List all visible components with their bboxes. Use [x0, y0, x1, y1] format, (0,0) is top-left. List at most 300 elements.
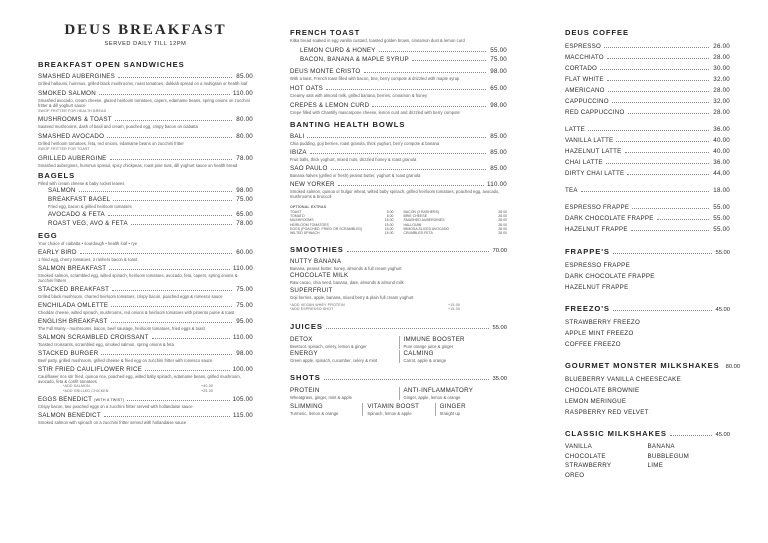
extra-price: 28.00 — [498, 209, 507, 214]
item-price: 98.00 — [490, 102, 507, 110]
menu-item-row — [38, 248, 253, 257]
item-price: 110.00 — [233, 334, 253, 342]
section-egg — [38, 231, 253, 425]
item-price: 85.00 — [490, 165, 507, 173]
section-heading: FRAPPE'S — [565, 247, 610, 256]
drink-description: Beetroot, spinach, celery, lemon & ginger — [290, 343, 367, 349]
item-price: 85.00 — [236, 73, 253, 81]
coffee-row — [565, 124, 730, 135]
dot-leader — [112, 285, 232, 291]
item-description: Smashed aubergines, hummus spread, spicy chickpeas, roast pine nuts, dill yoghurt sauce on health bread — [38, 162, 238, 168]
coffee-name: HAZELNUT LATTE — [565, 148, 622, 155]
item-price: 75.00 — [236, 302, 253, 310]
coffee-price: 36.00 — [713, 126, 730, 133]
drink-item — [290, 350, 399, 363]
item-note: SWOP FRITTER FOR TOAST — [38, 146, 90, 151]
extra-name: WILTED SPINACH — [290, 231, 320, 235]
coffee-name: CHAI LATTE — [565, 159, 603, 166]
menu-item — [48, 186, 253, 195]
item-price: 75.00 — [236, 196, 253, 204]
item-price: 55.00 — [490, 47, 507, 54]
item-price: 110.00 — [233, 265, 253, 273]
coffee-row — [565, 52, 730, 63]
dot-leader — [307, 132, 486, 138]
item-name: ENCHILADA OMLETTE — [38, 302, 109, 310]
open-sandwich-list — [38, 72, 253, 167]
dot-leader — [607, 53, 709, 59]
drink-item — [290, 403, 362, 416]
menu-item-row — [38, 411, 253, 420]
item-name: GRILLED AUBERGINE — [38, 154, 107, 162]
menu-item — [290, 132, 507, 146]
extra-name: MIMOSA SLICED AVOCADO — [403, 226, 450, 231]
dot-leader — [331, 164, 486, 170]
drink-item — [290, 336, 399, 349]
coffee-price: 55.00 — [713, 204, 730, 211]
item-name: SALMON BREAKFAST — [38, 265, 107, 273]
section-bagels — [38, 171, 253, 229]
dot-leader — [625, 147, 709, 153]
item-description: Crispy bacon, two poached eggs on a zucchini fritter served with hollandaise sauce — [38, 404, 193, 410]
drink-item — [435, 403, 507, 416]
dot-leader — [608, 86, 709, 92]
drink-name: GINGER — [439, 402, 466, 410]
dot-leader — [111, 317, 232, 323]
drink-name: VANILLA — [565, 443, 593, 450]
coffee-row — [565, 168, 730, 179]
coffee-name: CAPPUCCINO — [565, 98, 609, 105]
menu-item — [48, 219, 253, 228]
smoothie-name: SUPERFRUIT — [290, 286, 333, 294]
item-name: BACON, BANANA & MAPLE SYRUP — [300, 56, 409, 64]
section-heading: JUICES — [290, 321, 323, 331]
drink-name: DARK CHOCOLATE FRAPPE — [565, 273, 655, 280]
dot-leader — [581, 186, 709, 192]
extra-name: HEIRLOOM TOMATOES — [290, 222, 329, 227]
column-right — [565, 0, 741, 543]
menu-item-row — [300, 55, 507, 64]
item-price: 75.00 — [236, 286, 253, 294]
section-shots — [290, 373, 507, 416]
drink-name: BUBBLEGUM — [647, 452, 690, 460]
section-description: Filled with cream cheese & baby rocket leaves — [38, 180, 125, 186]
item-description: Fried egg, bacon & grilled heirloom tomatoes — [48, 204, 132, 210]
menu-item-row — [38, 365, 253, 374]
item-description: The Full Monty - mushrooms, bacon, beef sausage, heirloom tomatoes, fried eggs & toast — [38, 326, 205, 332]
addon-name: *ADD VEGAN WHEY PROTEIN — [290, 302, 345, 307]
menu-item-row — [48, 186, 253, 195]
item-description: Crepe filled with Chantilly mascarpone cheese, lemon curd and drizzled with berry compote — [290, 110, 460, 116]
item-name: BREAKFAST BAGEL — [48, 196, 111, 204]
smoothie-description: Raw cacao, chia seed, banana, date, almonds & almond milk — [290, 280, 404, 286]
section-juices — [290, 322, 507, 363]
extra-price: 28.00 — [498, 218, 507, 223]
item-description: Grilled heirloom tomatoes, feta, red onions, edamame beans on zucchini fritter — [38, 140, 184, 146]
extra-price: +25.00 — [201, 388, 213, 393]
item-name: MUSHROOMS & TOAST — [38, 116, 112, 124]
section-heading: FREEZO'S — [565, 304, 610, 313]
section-description: Your choice of ciabatta • sourdough • health loaf • rye — [38, 241, 138, 247]
drink-item — [362, 403, 434, 416]
section-description: Kitka bread soaked in egg vanilla custard, toasted golden brown, cinnamon dust & lemon curd — [290, 38, 465, 43]
drink-name: STRAWBERRY FREEZO — [565, 319, 641, 326]
item-name: SALMON SCRAMBLED CROISSANT — [38, 334, 149, 342]
item-price: 98.00 — [236, 350, 253, 358]
coffee-name: RED CAPPUCCINO — [565, 109, 625, 116]
drink-name: LIME — [647, 462, 664, 469]
drink-name: SLIMMING — [290, 402, 323, 410]
section-heading: BANTING HEALTH BOWLS — [290, 120, 406, 130]
smoothie-name: CHOCOLATE MILK — [290, 272, 349, 280]
drink-name: APPLE MINT FREEZO — [565, 330, 634, 337]
extra-price: 15.00 — [384, 226, 394, 231]
drink-description: Carrot, apple & orange — [403, 357, 447, 363]
coffee-price: 44.00 — [713, 170, 730, 177]
coffee-price: 40.00 — [713, 137, 730, 144]
addon-price: +15.00 — [448, 302, 460, 307]
other-breakfast-list — [290, 67, 507, 115]
bagel-list — [38, 186, 253, 228]
menu-item-row — [38, 349, 253, 358]
item-price: 98.00 — [490, 68, 507, 76]
addon-row — [290, 307, 460, 312]
drink-name: PROTEIN — [290, 386, 320, 394]
dot-leader — [101, 349, 232, 355]
item-note: SWOP FRITTER FOR HEALTH BREAD — [38, 108, 107, 113]
extra-price: 15.00 — [384, 222, 394, 227]
extra-row — [63, 389, 213, 394]
dot-leader — [152, 333, 230, 339]
dot-leader — [606, 158, 709, 164]
dot-leader — [412, 55, 486, 61]
frappe-list — [565, 260, 730, 293]
item-price: 60.00 — [236, 249, 253, 257]
dot-leader — [99, 89, 230, 95]
extra-row — [290, 231, 394, 235]
item-name: SMASHED AUBERGINES — [38, 73, 116, 81]
coffee-price: 30.00 — [713, 65, 730, 72]
item-name: CREPES & LEMON CURD — [290, 102, 370, 110]
drink-description: Spinach, lemon & apple — [367, 410, 412, 416]
item-description: Fruit balls, thick yoghurt, mixed nuts, drizzled honey & roast granola — [290, 157, 417, 163]
item-name: AVOCADO & FETA — [48, 210, 105, 218]
coffee-name: DIRTY CHAI LATTE — [565, 170, 625, 177]
extra-name: *ADD GRILLED CHICKEN — [63, 388, 109, 393]
item-extras — [63, 384, 213, 393]
coffee-price: 55.00 — [713, 215, 730, 222]
menu-item — [38, 154, 253, 168]
menu-item-row — [38, 395, 253, 404]
dot-leader — [145, 365, 230, 371]
item-description: Sauteed mushrooms, dash of basil and cream, poached egg, crispy bacon on ciabatta — [38, 124, 198, 130]
coffee-price: 55.00 — [713, 226, 730, 233]
item-price: 95.00 — [236, 318, 253, 326]
smoothie-item — [290, 287, 507, 300]
drink-description: Straight up — [439, 410, 461, 416]
menu-item — [290, 84, 507, 98]
item-price: 80.00 — [236, 132, 253, 140]
classic-grid — [565, 442, 730, 480]
coffee-price: 26.00 — [713, 43, 730, 50]
item-description: Smoked salmon with spinach on a zucchini fritter served with hollandaise sauce — [38, 420, 187, 426]
juice-grid — [290, 335, 507, 363]
drink-name: ENERGY — [290, 349, 318, 357]
extra-name: BACON (3 RASHERS) — [403, 209, 440, 214]
drink-name: ANTI-INFLAMMATORY — [403, 386, 474, 394]
extra-name: *ADD SALMON — [63, 384, 90, 389]
section-price: 35.00 — [492, 375, 507, 382]
column-middle — [290, 0, 507, 543]
smoothie-item — [290, 258, 507, 271]
addon-name: *ADD ESPRESSO SHOT — [290, 307, 334, 312]
drink-item — [399, 387, 508, 400]
dot-leader — [110, 154, 232, 160]
item-name: DEUS MONTE CRISTO — [290, 68, 361, 76]
drink-name: RASPBERRY RED VELVET — [565, 409, 649, 416]
item-name: STIR FRIED CAULIFLOWER RICE — [38, 366, 143, 374]
coffee-list — [565, 41, 730, 235]
extra-row — [404, 231, 508, 235]
section-smoothies — [290, 245, 507, 312]
coffee-price: 18.00 — [713, 187, 730, 194]
dot-leader — [632, 203, 709, 209]
drink-description: Turmeric, lemon & orange — [290, 410, 339, 416]
section-heading: FRENCH TOAST — [290, 28, 361, 37]
section-price: 55.00 — [492, 324, 507, 331]
item-description: Banana halves (grilled or fresh) peanut butter, yoghurt & roast granola — [290, 173, 421, 179]
smoothie-description: Goji berries, apple, banana, mixed berry & plain full cream yoghurt — [290, 294, 414, 300]
drink-name: CALMING — [403, 349, 434, 357]
coffee-name: FLAT WHITE — [565, 76, 604, 83]
item-description: Chia pudding, goji berries, roast granola, thick yoghurt, berry compote & banana — [290, 141, 440, 147]
menu-item — [290, 164, 507, 178]
section-heading: SMOOTHIES — [290, 245, 344, 255]
menu-item-row — [290, 132, 507, 141]
coffee-group — [565, 185, 730, 196]
section-heading: CLASSIC MILKSHAKES — [565, 429, 667, 438]
item-description: With a twist, French toast filled with bacon, brie, berry compote & drizzled with maple syrup — [290, 76, 460, 82]
menu-item-row — [290, 84, 507, 93]
item-name: ROAST VEG, AVO & FETA — [48, 220, 128, 228]
dot-leader — [364, 67, 487, 73]
item-name: STACKED BREAKFAST — [38, 286, 110, 294]
drink-name: DETOX — [290, 335, 313, 343]
coffee-price: 32.00 — [713, 76, 730, 83]
menu-item-row — [290, 180, 507, 189]
section-heading: DEUS COFFEE — [565, 28, 629, 37]
dot-leader — [628, 108, 709, 114]
menu-item-row — [290, 148, 507, 157]
menu-item-row — [48, 219, 253, 228]
item-description: 1 fried egg, cherry tomatoes, 2 rashers bacon & toast — [38, 257, 138, 263]
coffee-row — [565, 185, 730, 196]
item-description: Cheddar cheese, wilted spinach, mushrooms, red onions & heirloom tomatoes with pimento puree & toast — [38, 310, 235, 316]
item-name: SALMON — [48, 187, 76, 195]
menu-item — [300, 55, 507, 64]
item-description: Beef patty, grilled mushroom, grilled cheese & fried egg on zucchini fritter with romesco sauce — [38, 358, 213, 364]
dot-leader — [588, 125, 709, 131]
menu-item-row — [290, 67, 507, 76]
section-heading: EGG — [38, 231, 58, 241]
dot-leader — [379, 46, 486, 52]
drink-name: CHOCOLATE BROWNIE — [565, 387, 640, 394]
dot-leader — [111, 301, 232, 307]
coffee-name: DARK CHOCOLATE FRAPPE — [565, 215, 654, 222]
coffee-row — [565, 41, 730, 52]
drink-description: Pure orange juice & ginger — [403, 343, 454, 349]
coffee-price: 28.00 — [713, 87, 730, 94]
menu-title: DEUS BREAKFAST — [64, 22, 227, 38]
section-classic-milkshakes — [565, 429, 730, 480]
menu-item-row — [290, 101, 507, 110]
menu-item — [290, 148, 507, 162]
drink-item — [399, 350, 508, 363]
extra-name: TOMATO — [290, 214, 305, 219]
coffee-name: CORTADO — [565, 65, 598, 72]
column-left — [38, 0, 253, 543]
menu-item — [38, 349, 253, 363]
coffee-row — [565, 224, 730, 235]
menu-item — [38, 72, 253, 86]
menu-item — [290, 180, 507, 199]
smoothie-item — [290, 272, 507, 285]
drink-name: VITAMIN BOOST — [367, 402, 420, 410]
coffee-row — [565, 96, 730, 107]
coffee-row — [565, 202, 730, 213]
shot-grid-bottom — [290, 402, 507, 416]
drink-name: STRAWBERRY — [565, 462, 612, 469]
dot-leader — [127, 395, 229, 401]
item-price: 78.00 — [236, 154, 253, 162]
item-description: Smashed avocado, cream cheese, glazed heirloom tomatoes, capers, edamame beans, spring onions on zucchini fritter & dill yoghurt sauce — [38, 97, 250, 108]
item-name: SALMON BENEDICT — [38, 412, 101, 420]
section-heading: BAGELS — [38, 170, 76, 180]
menu-item — [38, 395, 253, 409]
section-price: 45.00 — [715, 432, 730, 438]
extra-price: 15.00 — [384, 218, 394, 223]
section-open-sandwiches — [38, 60, 253, 168]
item-price: 65.00 — [490, 85, 507, 93]
dot-leader — [627, 169, 709, 175]
dot-leader — [600, 64, 709, 70]
extra-name: TOAST — [290, 209, 302, 214]
section-price: 45.00 — [715, 307, 730, 313]
item-name: SAO PAULO — [290, 165, 328, 173]
extra-name: BRIE CHEESE — [403, 214, 428, 219]
item-name: SMOKED SALMON — [38, 89, 96, 97]
dot-leader — [607, 75, 709, 81]
menu-item — [300, 46, 507, 55]
menu-item-row — [300, 46, 507, 55]
drink-name: LEMON MERINGUE — [565, 398, 627, 405]
smoothie-list — [290, 258, 507, 300]
smoothie-name: NUTTY BANANA — [290, 257, 342, 265]
coffee-row — [565, 213, 730, 224]
gourmet-list — [565, 374, 730, 418]
extra-name: MUSHROOMS — [290, 218, 314, 223]
menu-item — [290, 101, 507, 115]
dot-leader — [326, 84, 486, 90]
menu-item-row — [38, 317, 253, 326]
item-name: IBIZA — [290, 149, 307, 157]
menu-item-row — [38, 154, 253, 163]
menu-item — [38, 285, 253, 299]
dot-leader — [80, 248, 232, 254]
menu-subtitle: SERVED DAILY TILL 12PM — [104, 41, 187, 47]
menu-item — [38, 333, 253, 347]
extra-price: 5.00 — [386, 209, 394, 214]
smoothie-description: Banana, peanut butter, honey, almonds & full cream yoghurt — [290, 265, 402, 271]
dot-leader — [107, 132, 232, 138]
extras-heading: OPTIONAL EXTRAS — [290, 205, 327, 210]
item-name: ENGLISH BREAKFAST — [38, 318, 108, 326]
extra-name: EGGS (POACHED, FRIED OR SCRAMBLED) — [290, 226, 363, 231]
extra-price: 5.00 — [386, 214, 394, 219]
menu-item-row — [38, 115, 253, 124]
menu-item-row — [290, 164, 507, 173]
section-french-toast — [290, 28, 507, 64]
dot-leader — [372, 101, 486, 107]
coffee-row — [565, 146, 730, 157]
extra-name: HALLOUMI — [403, 222, 422, 227]
menu-item-row — [48, 210, 253, 219]
section-frappes — [565, 247, 730, 293]
menu-item — [38, 317, 253, 331]
section-freezos — [565, 304, 730, 350]
coffee-row — [565, 135, 730, 146]
extra-price: 15.00 — [384, 231, 394, 235]
drink-name: IMMUNE BOOSTER — [403, 335, 465, 343]
dot-leader — [131, 219, 232, 225]
coffee-row — [565, 74, 730, 85]
egg-list — [38, 248, 253, 425]
item-description: Cauliflower rice stir fried, quinoa rice, poached egg, wilted baby spinach, edamame beans, grilled mushroom, avocado, feta & confit tomatoes — [38, 374, 241, 385]
coffee-row — [565, 85, 730, 96]
item-price: 98.00 — [236, 187, 253, 195]
section-price: 80.00 — [725, 364, 741, 370]
section-gourmet-milkshakes — [565, 361, 741, 418]
menu-item — [38, 264, 253, 283]
coffee-group — [565, 41, 730, 118]
item-name: HOT OATS — [290, 85, 324, 93]
extra-price: 28.00 — [498, 226, 507, 231]
item-price: 100.00 — [232, 366, 253, 374]
section-heading: SHOTS — [290, 372, 321, 382]
drink-name: OREO — [565, 471, 585, 479]
dot-leader — [657, 214, 709, 220]
drink-name: BANANA — [647, 443, 675, 450]
drink-name: CHOCOLATE — [565, 452, 606, 460]
drink-name: ESPRESSO FRAPPE — [565, 262, 631, 269]
coffee-name: MACCHIATO — [565, 54, 604, 61]
item-price: 115.00 — [233, 412, 253, 420]
item-description: Smoked salmon, scrambled egg, wilted spinach, heirloom tomatoes, avocado, feta, capers, spring onions & zucchini fritters — [38, 273, 238, 284]
item-price: 80.00 — [236, 116, 253, 124]
section-heading: BREAKFAST OPEN SANDWICHES — [38, 60, 185, 69]
extra-name: CRUMBLED FETA — [403, 231, 433, 235]
menu-item-row — [38, 301, 253, 310]
coffee-row — [565, 107, 730, 118]
section-optional-extras — [290, 205, 507, 235]
drink-description: Green apple, spinach, cucumber, celery & mint — [290, 357, 378, 363]
menu-item-row — [38, 285, 253, 294]
section-price: 70.00 — [492, 248, 507, 255]
item-tag: (WITH A TWIST) — [94, 398, 125, 403]
item-description: Smoked salmon, quinoa or bulgur wheat, wilted baby spinach, grilled heirloom tomatoes, poached egg, avocado, mushrooms & broccoli — [290, 189, 500, 200]
drink-item — [290, 387, 399, 400]
dot-leader — [108, 210, 232, 216]
menu-item-row — [38, 264, 253, 273]
